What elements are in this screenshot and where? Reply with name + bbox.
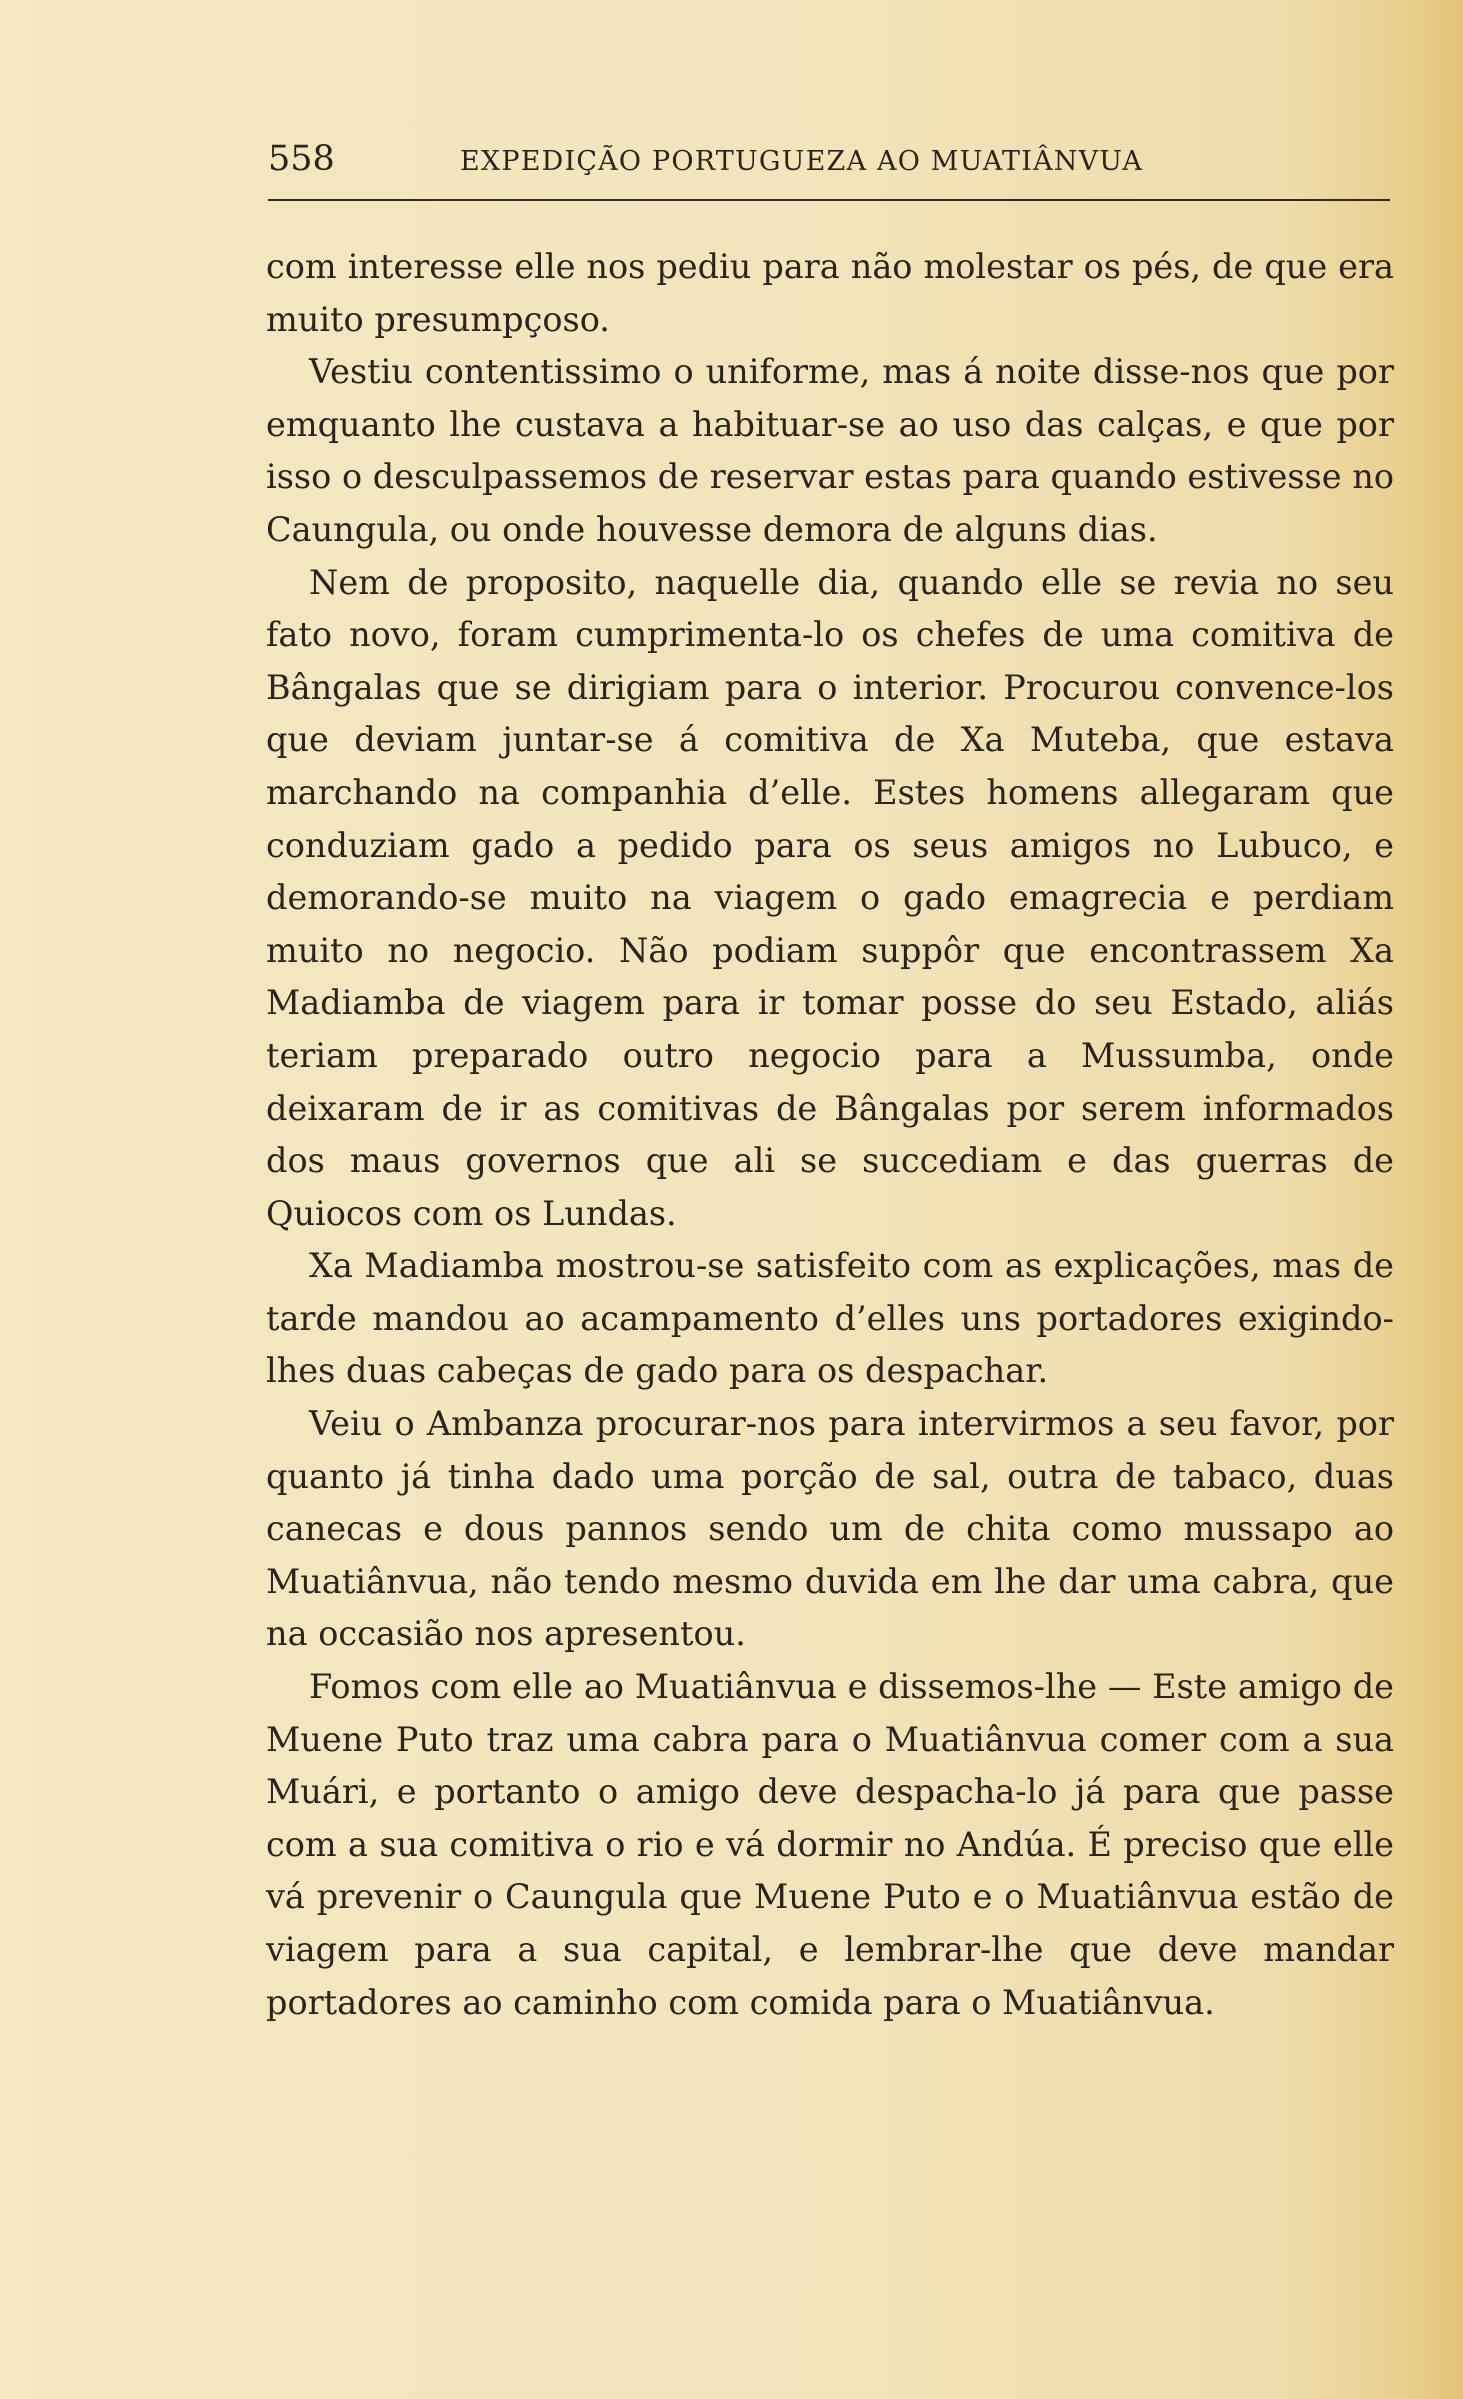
page-number: 558 bbox=[268, 139, 335, 179]
paragraph-5: Veiu o Ambanza procurar-nos para intervirmos a seu favor, por quanto já tinha dado uma porção de sal, outra de tabaco, duas canecas e dous pannos sendo um de chita como mussapo ao Muatiânvua, não tendo mesmo duvida em lhe dar uma cabra, que na occasião nos apresentou. bbox=[266, 1404, 1394, 1654]
paragraph-1: com interesse elle nos pediu para não molestar os pés, de que era muito presumpçoso. bbox=[266, 247, 1394, 339]
header-rule bbox=[268, 199, 1390, 201]
paragraph-3: Nem de proposito, naquelle dia, quando elle se revia no seu fato novo, foram cumprimenta-lo os chefes de uma comitiva de Bângalas que se dirigiam para o interior. Procurou convence-los que deviam juntar-se á comitiva de Xa Muteba, que estava marchando na companhia d’elle. Estes homens allegaram que conduziam gado a pedido para os seus amigos no Lubuco, e demorando-se muito na viagem o gado emagrecia e perdiam muito no negocio. Não podiam suppôr que encontrassem Xa Madiamba de viagem para ir tomar posse do seu Estado, aliás teriam preparado outro negocio para a Mussumba, onde deixaram de ir as comitivas de Bângalas por serem informados dos maus governos que ali se succediam e das guerras de Quiocos com os Lundas. bbox=[266, 562, 1394, 1233]
paragraph-6: Fomos com elle ao Muatiânvua e dissemos-lhe — Este amigo de Muene Puto traz uma cabra para o Muatiânvua comer com a sua Muári, e portanto o amigo deve despacha-lo já para que passe com a sua comitiva o rio e vá dormir no Andúa. É preciso que elle vá prevenir o Caungula que Muene Puto e o Muatiânvua estão de viagem para a sua capital, e lembrar-lhe que deve mandar portadores ao caminho com comida para o Muatiânvua. bbox=[266, 1667, 1394, 2022]
paragraph-2: Vestiu contentissimo o uniforme, mas á noite disse-nos que por emquanto lhe custava a habituar-se ao uso das calças, e que por isso o desculpassemos de reservar estas para quando estivesse no Caungula, ou onde houvesse demora de alguns dias. bbox=[266, 352, 1394, 549]
page-header bbox=[268, 136, 1393, 186]
paragraph-4: Xa Madiamba mostrou-se satisfeito com as explicações, mas de tarde mandou ao acampamento d’elles uns portadores exigindo-lhes duas cabeças de gado para os despachar. bbox=[266, 1246, 1394, 1391]
body-text bbox=[266, 241, 1394, 2029]
running-title: EXPEDIÇÃO PORTUGUEZA AO MUATIÂNVUA bbox=[460, 146, 1144, 177]
